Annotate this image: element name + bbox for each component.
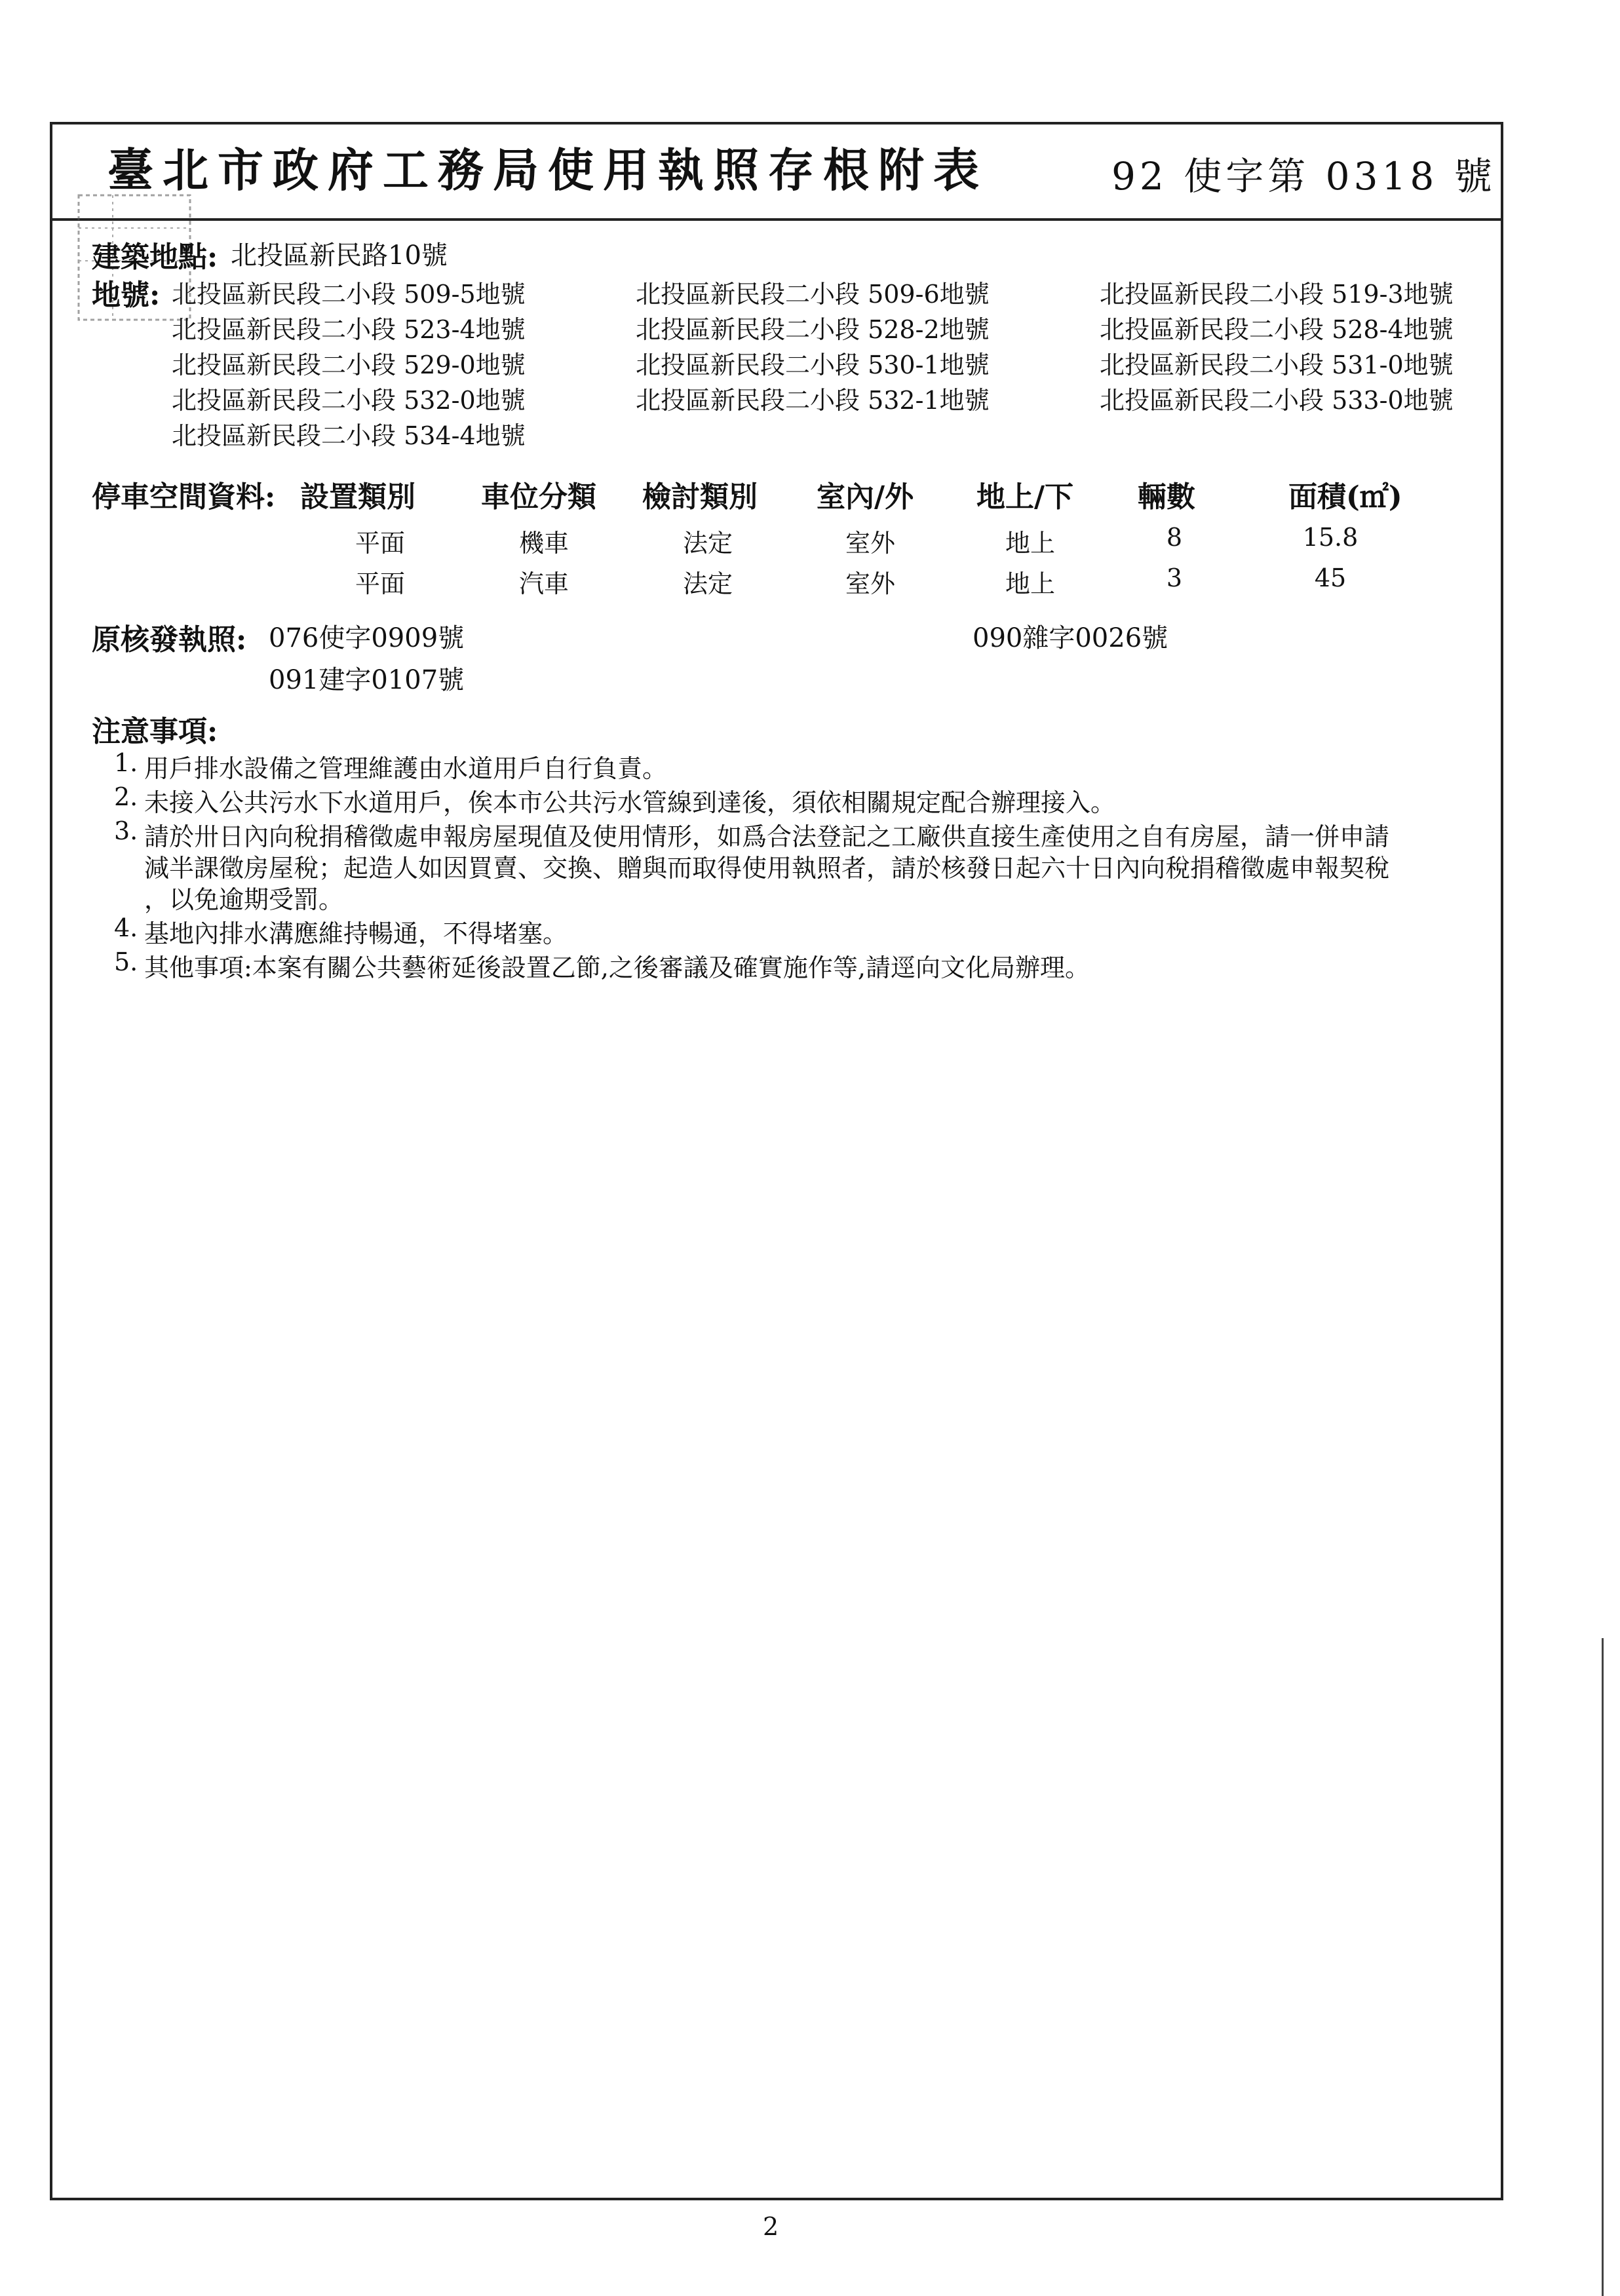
- note-text: 其他事項:本案有關公共藝術延後設置乙節,之後審議及確實施作等,請逕向文化局辦理。: [144, 953, 1090, 982]
- original-permit-item: 091建字0107號: [269, 665, 465, 695]
- note-number: 3.: [114, 816, 138, 845]
- page-number: 2: [763, 2212, 779, 2241]
- parking-cell: 地上: [1005, 529, 1055, 558]
- parking-label: 停車空間資料:: [92, 480, 276, 514]
- address-value: 北投區新民路10號: [231, 240, 448, 271]
- note-text: 用戶排水設備之管理維護由水道用戶自行負責。: [144, 754, 668, 783]
- notes-label: 注意事項:: [92, 715, 218, 748]
- parcel-item: 北投區新民段二小段 528-2地號: [636, 315, 990, 344]
- parcel-item: 北投區新民段二小段 531-0地號: [1100, 351, 1454, 379]
- parcel-item: 北投區新民段二小段 519-3地號: [1100, 280, 1454, 309]
- parking-cell: 室外: [845, 529, 895, 558]
- parcel-item: 北投區新民段二小段 532-1地號: [636, 386, 990, 415]
- note-text: 請於卅日內向稅捐稽徵處申報房屋現值及使用情形，如爲合法登記之工廠供直接生產使用之自有房屋，請一併申請: [144, 822, 1390, 851]
- parcel-item: 北投區新民段二小段 532-0地號: [172, 386, 526, 415]
- parking-cell: 平面: [355, 529, 405, 558]
- parking-col-header: 設置類別: [300, 480, 415, 514]
- parking-cell: 汽車: [518, 569, 569, 598]
- parking-cell: 法定: [682, 529, 733, 558]
- parking-col-header: 輛數: [1138, 480, 1195, 514]
- note-number: 1.: [114, 748, 138, 777]
- parcel-item: 北投區新民段二小段 509-6地號: [636, 280, 990, 309]
- parcel-item: 北投區新民段二小段 529-0地號: [172, 351, 526, 379]
- parcel-item: 北投區新民段二小段 534-4地號: [172, 421, 526, 450]
- parking-col-header: 檢討類別: [642, 480, 758, 514]
- note-text: ，以免逾期受罰。: [144, 885, 344, 914]
- parking-cell: 室外: [845, 569, 895, 598]
- parking-cell: 15.8: [1302, 523, 1359, 552]
- parking-cell: 法定: [682, 569, 733, 598]
- permit-number: 92 使字第 0318 號: [1111, 154, 1496, 199]
- note-text: 減半課徵房屋稅；起造人如因買賣、交換、贈與而取得使用執照者，請於核發日起六十日內向稅捐稽徵處申報契稅: [144, 854, 1390, 883]
- parking-cell: 地上: [1005, 569, 1055, 598]
- parcel-item: 北投區新民段二小段 533-0地號: [1100, 386, 1454, 415]
- parking-col-header: 地上/下: [976, 480, 1074, 514]
- parking-cell: 8: [1166, 523, 1183, 552]
- parking-col-header: 室內/外: [817, 480, 914, 514]
- parking-col-header: 車位分類: [481, 480, 596, 514]
- note-number: 4.: [114, 913, 138, 942]
- parcel-item: 北投區新民段二小段 530-1地號: [636, 351, 990, 379]
- header-divider: [50, 218, 1503, 221]
- original-permit-item: 090雜字0026號: [973, 623, 1168, 653]
- note-number: 2.: [114, 782, 138, 811]
- address-label: 建築地點:: [92, 240, 218, 274]
- parcel-item: 北投區新民段二小段 509-5地號: [172, 280, 526, 309]
- parcel-item: 北投區新民段二小段 523-4地號: [172, 315, 526, 344]
- parcel-item: 北投區新民段二小段 528-4地號: [1100, 315, 1454, 344]
- parking-col-header: 面積(㎡): [1288, 480, 1402, 514]
- page-title: 臺北市政府工務局使用執照存根附表: [107, 143, 988, 197]
- parking-cell: 機車: [518, 529, 569, 558]
- note-text: 基地內排水溝應維持暢通，不得堵塞。: [144, 919, 568, 948]
- note-text: 未接入公共污水下水道用戶，俟本市公共污水管線到達後，須依相關規定配合辦理接入。: [144, 788, 1116, 817]
- scan-edge-line: [1602, 1638, 1604, 2296]
- original-permits-label: 原核發執照:: [92, 623, 247, 657]
- parking-cell: 3: [1166, 564, 1183, 592]
- original-permit-item: 076使字0909號: [269, 623, 465, 653]
- parking-cell: 平面: [355, 569, 405, 598]
- parcels-label: 地號:: [92, 278, 161, 312]
- note-number: 5.: [114, 947, 138, 976]
- parking-cell: 45: [1314, 564, 1347, 592]
